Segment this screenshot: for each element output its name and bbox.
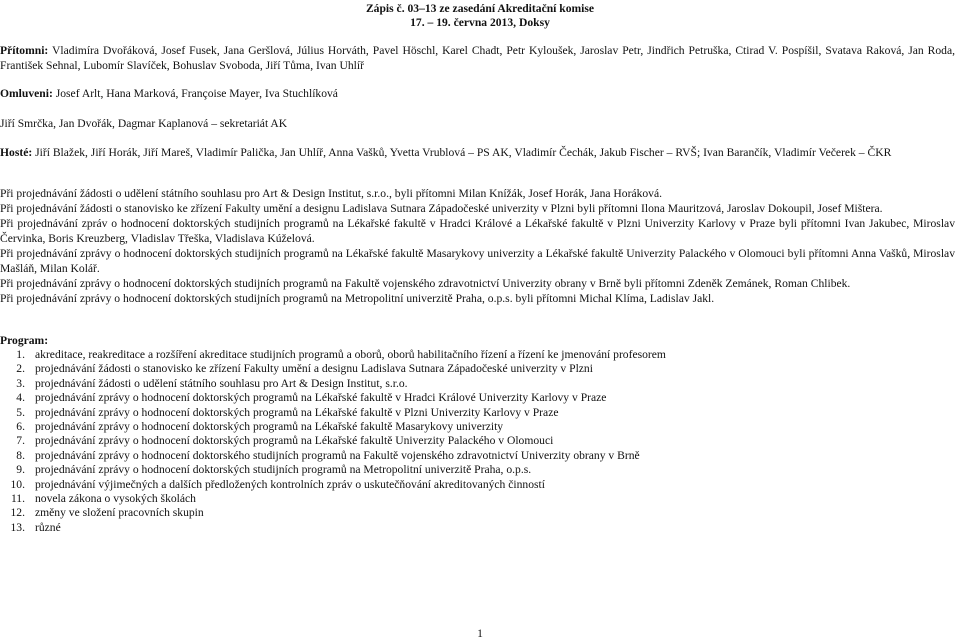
program-item-text: projednávání zprávy o hodnocení doktorských programů na Lékařské fakultě v Plzni Univerzity Karlovy v Praze [35, 405, 559, 419]
attendance-paragraph: Při projednávání zprávy o hodnocení doktorských studijních programů na Fakultě vojenského zdravotnictví Univerzity obrany v Brně byli přítomni Zdeněk Zemánek, Roman Chlibek. [0, 277, 851, 290]
program-item [0, 449, 940, 463]
program-item-text: projednávání zprávy o hodnocení doktorského studijních programů na Fakultě vojenského zdravotnictví Univerzity obrany v Brně [35, 448, 640, 462]
secretariat-line: Jiří Smrčka, Jan Dvořák, Dagmar Kaplanová – sekretariát AK [0, 117, 288, 130]
program-item [0, 406, 940, 420]
program-item-text: novela zákona o vysokých školách [35, 491, 196, 505]
guests-names: Jiří Blažek, Jiří Horák, Jiří Mareš, Vladimír Palička, Jan Uhlíř, Anna Vašků, Yvetta Vrublová – PS AK, Vladimír Čechák, Jakub Fischer – RVŠ; Ivan Barančík, Vladimír Večerek – ČKR [35, 146, 892, 159]
attendance-section [0, 186, 955, 306]
program-item-number: 6. [16, 419, 25, 433]
program-item-number: 8. [16, 448, 25, 462]
document-dates: 17. – 19. června 2013, Doksy [410, 16, 550, 29]
present-label: Přítomni: [0, 44, 49, 57]
program-item-number: 7. [16, 434, 25, 448]
page-number: 1 [477, 627, 483, 640]
program-item-number: 11. [10, 491, 25, 505]
program-item-text: projednávání zprávy o hodnocení doktorských programů na Lékařské fakultě Masarykovy univerzity [35, 419, 504, 433]
program-item [0, 420, 940, 434]
program-item-number: 13. [10, 520, 25, 534]
program-item [0, 492, 940, 506]
attendance-paragraph: Při projednávání zpráv o hodnocení doktorských studijních programů na Lékařské fakultě v Hradci Králové a Lékařské fakultě v Plzni Univerzity Karlovy v Praze byli přítomni Ivan Jakubec, Miroslav Červinka, Boris Kreuzberg, Vladislav Třeška, Vladislava Kúželová. [0, 217, 955, 245]
program-item [0, 377, 940, 391]
attendance-paragraph: Při projednávání žádosti o stanovisko ke zřízení Fakulty umění a designu Ladislava Sutnara Západočeské univerzity v Plzni byli přítomni Ilona Mauritzová, Jaroslav Dokoupil, Josef Mištera. [0, 202, 883, 215]
program-item-number: 10. [10, 477, 25, 491]
program-item [0, 506, 940, 520]
program-item [0, 434, 940, 448]
program-item-text: projednávání žádosti o stanovisko ke zřízení Fakulty umění a designu Ladislava Sutnara Západočeské univerzity v Plzni [35, 362, 593, 376]
program-item [0, 463, 940, 477]
excused-label: Omluveni: [0, 87, 53, 100]
attendance-paragraph: Při projednávání zprávy o hodnocení doktorských studijních programů na Lékařské fakultě Masarykovy univerzity a Lékařské fakultě Univerzity Palackého v Olomouci byli přítomni Anna Vašků, Miroslav Mašláň, Milan Kolář. [0, 247, 955, 275]
excused-section [0, 86, 955, 101]
present-names: Vladimíra Dvořáková, Josef Fusek, Jana Geršlová, Július Horváth, Pavel Höschl, Karel Chadt, Petr Kyloušek, Jaroslav Petr, Jindřich Petruška, Ctirad V. Pospíšil, Svatava Raková, Jan Roda, František Sehnal, Lubomír Slavíček, Bohuslav Svoboda, Jiří Tůma, Ivan Uhlíř [0, 44, 955, 72]
program-item-number: 12. [10, 506, 25, 520]
attendance-paragraph: Při projednávání žádosti o udělení státního souhlasu pro Art & Design Institut, s.r.o., byli přítomni Milan Knížák, Josef Horák, Jana Horáková. [0, 187, 663, 200]
program-item-number: 5. [16, 405, 25, 419]
program-item-number: 3. [16, 376, 25, 390]
program-item-text: projednávání výjimečných a dalších předložených kontrolních zpráv o uskutečňování akreditovaných činností [35, 477, 545, 491]
program-item [0, 391, 940, 405]
program-item [0, 348, 940, 362]
program-item [0, 521, 940, 535]
program-heading: Program: [0, 334, 49, 347]
program-item-text: akreditace, reakreditace a rozšíření akreditace studijních programů a oborů, oborů habilitačního řízení a řízení ke jmenování profesorem [35, 348, 666, 361]
program-item [0, 478, 940, 492]
program-item-number: 4. [16, 391, 25, 405]
document-title: Zápis č. 03–13 ze zasedání Akreditační komise [365, 2, 595, 15]
program-item-number: 9. [16, 463, 25, 477]
attendance-paragraph: Při projednávání zprávy o hodnocení doktorských studijních programů na Metropolitní univerzitě Praha, o.p.s. byli přítomni Michal Klíma, Ladislav Jakl. [0, 292, 715, 305]
program-item-text: projednávání zprávy o hodnocení doktorských studijních programů na Metropolitní univerzitě Praha, o.p.s. [35, 463, 532, 477]
program-item-text: projednávání žádosti o udělení státního souhlasu pro Art & Design Institut, s.r.o. [35, 376, 408, 390]
program-item-number: 1. [16, 348, 25, 361]
guests-label: Hosté: [0, 146, 33, 159]
program-item-text: projednávání zprávy o hodnocení doktorských programů na Lékařské fakultě v Hradci Králové Univerzity Karlovy v Praze [35, 391, 607, 405]
excused-names: Josef Arlt, Hana Marková, Françoise Mayer, Iva Stuchlíková [55, 87, 338, 100]
present-section [0, 43, 955, 73]
program-item [0, 362, 940, 376]
guests-section [0, 145, 955, 160]
program-item-text: projednávání zprávy o hodnocení doktorských programů na Lékařské fakultě Univerzity Palackého v Olomouci [35, 434, 554, 448]
program-item-text: změny ve složení pracovních skupin [35, 506, 204, 520]
program-item-text: různé [35, 520, 61, 534]
program-list [0, 348, 940, 535]
program-item-number: 2. [16, 362, 25, 376]
